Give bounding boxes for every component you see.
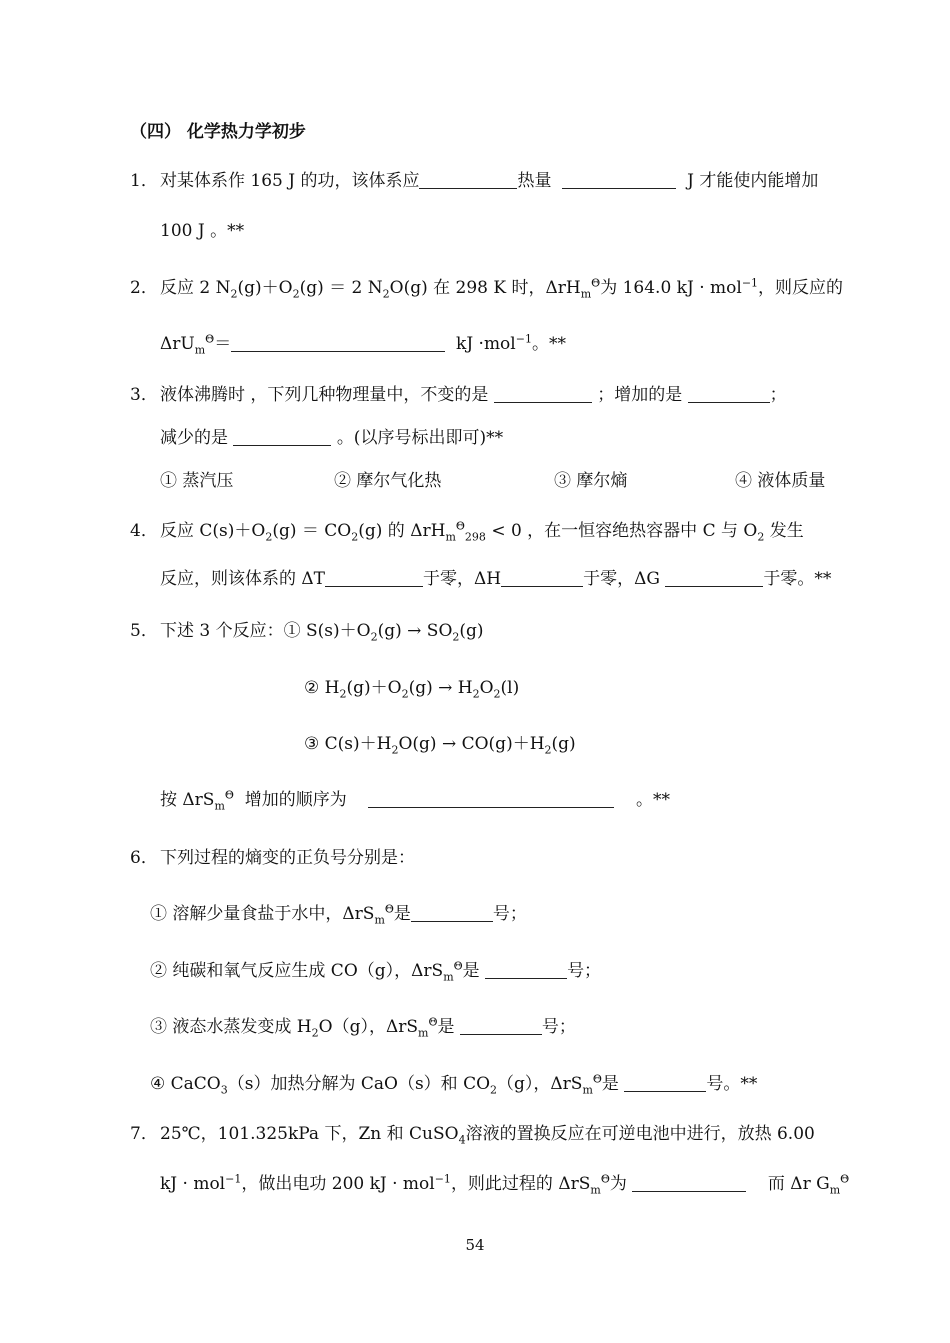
q2-blank[interactable]: [231, 335, 445, 352]
q3-blank-1[interactable]: [494, 386, 592, 403]
q6-blank-1[interactable]: [411, 905, 493, 922]
section-title: （四） 化学热力学初步: [130, 122, 306, 142]
q5-reaction-3: ③ $C(s)+H_2O(g) \to CO(g)+H_2(g)$: [304, 734, 576, 757]
q1-blank-2[interactable]: [562, 172, 676, 189]
question-7-line-1: 7． 25℃，101.325kPa 下，Zn 和 CuSO$_4$溶液的置换反应在可逆电池中进行，放热 6.00: [130, 1124, 815, 1147]
question-1-number: 1．: [130, 171, 158, 191]
q6-item-2: ② 纯碳和氧气反应生成 CO（g），ΔrS$_m^\Theta$是 号；: [150, 959, 602, 984]
page-number: 54: [465, 1236, 485, 1254]
q3-option-3: ③ 摩尔熵: [554, 471, 628, 491]
q6-blank-2[interactable]: [485, 962, 567, 979]
q3-option-1: ① 蒸汽压: [160, 471, 234, 491]
q6-item-3: ③ 液态水蒸发变成 $H_2O(g)$，ΔrS$_m^\Theta$是 号；: [150, 1015, 576, 1040]
question-2-line-1: 2． 反应 2 $N_2(g)+O_2(g) = 2$ $N_2O(g)$ 在 298 K 时，ΔrH$_m^\Theta$为 164.0 kJ · mol$^{-1}$，则反应的: [130, 276, 844, 301]
question-1-line-2: 100 J 。**: [160, 221, 245, 241]
q4-blank-1[interactable]: [325, 570, 423, 587]
question-4-line-1: 4． 反应 $C(s)+O_2(g) = CO_2(g)$ 的 ΔrH$_m^\Theta_{298}$ < 0 ，在一恒容绝热容器中 C 与 $O_2$ 发生: [130, 519, 804, 544]
question-5-line-1: 5． 下述 3 个反应：① $S(s)+O_2(g) \to SO_2(g)$: [130, 621, 484, 644]
question-5-line-4: 按 ΔrS$_m^\Theta$ 增加的顺序为 。**: [160, 788, 670, 813]
q6-item-4: ④ CaCO$_3$（s）加热分解为 CaO（s）和 $CO_2(g)$，ΔrS$_m^\Theta$是 号。**: [150, 1072, 758, 1097]
question-3-line-1: 3． 液体沸腾时 ，下列几种物理量中，不变的是 ；增加的是 ；: [130, 385, 787, 405]
question-6-line-1: 6． 下列过程的熵变的正负号分别是：: [130, 848, 415, 868]
q1-blank-1[interactable]: [419, 172, 517, 189]
q6-blank-4[interactable]: [624, 1075, 706, 1092]
q5-blank[interactable]: [368, 791, 614, 808]
question-7-line-2: kJ · mol$^{-1}$，做出电功 200 kJ · mol$^{-1}$，则此过程的 ΔrS$_m^\Theta$为 而 Δr $G_m^\Theta$: [160, 1172, 850, 1197]
q3-option-4: ④ 液体质量: [735, 471, 826, 491]
q3-blank-3[interactable]: [233, 429, 331, 446]
q5-reaction-2: ② $H_2(g)+O_2(g) \to H_2O_2(l)$: [304, 678, 520, 701]
q3-option-2: ② 摩尔气化热: [334, 471, 442, 491]
question-2-line-2: ΔrU$_m^\Theta$＝ kJ ·mol$^{-1}$。**: [160, 332, 566, 357]
question-3-line-2: 减少的是 。(以序号标出即可)**: [160, 428, 504, 448]
q4-blank-2[interactable]: [501, 570, 583, 587]
q6-item-1: ① 溶解少量食盐于水中，ΔrS$_m^\Theta$是 号；: [150, 902, 527, 927]
q7-blank[interactable]: [632, 1175, 746, 1192]
question-1-line-1: 1． 对某体系作 165 J 的功，该体系应 热量 J 才能使内能增加: [130, 171, 819, 191]
q3-blank-2[interactable]: [688, 386, 770, 403]
question-4-line-2: 反应，则该体系的 ΔT 于零，ΔH 于零，ΔG 于零。**: [160, 569, 832, 589]
q4-blank-3[interactable]: [665, 570, 763, 587]
q6-blank-3[interactable]: [460, 1018, 542, 1035]
